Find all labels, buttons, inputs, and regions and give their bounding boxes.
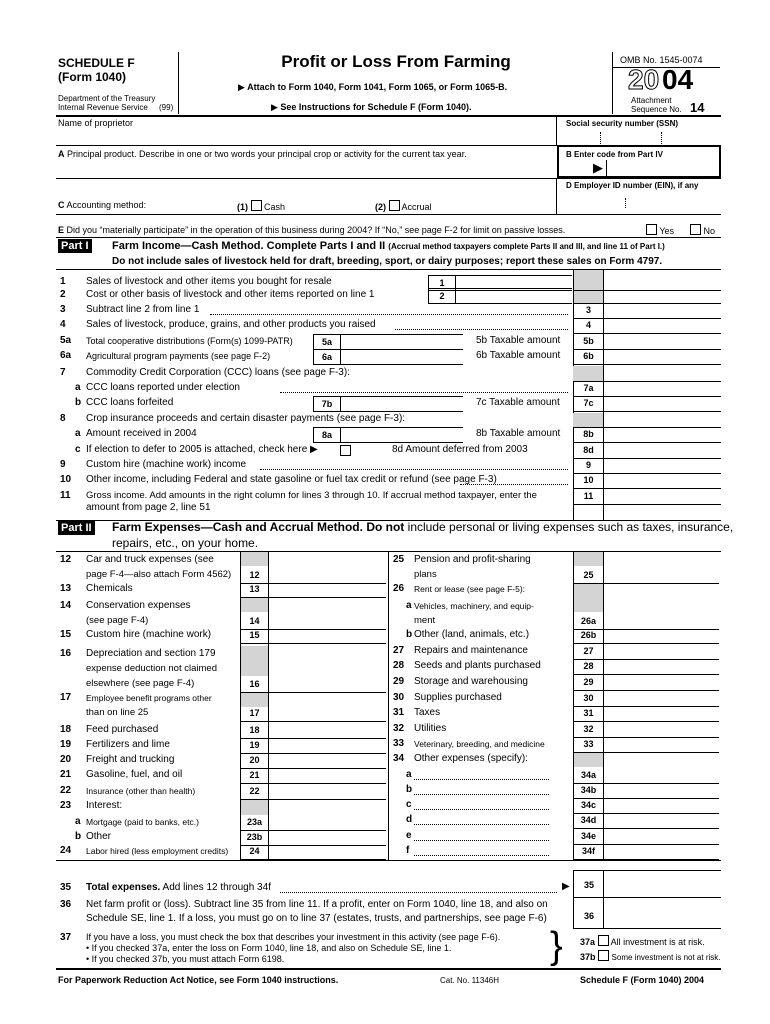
right-text: 8b Taxable amount [476, 428, 561, 439]
line-text-2: plans [414, 569, 437, 580]
part-1-title: Farm Income—Cash Method. Complete Parts I and II (Accrual method taxpayers complete Parts II and III, and line 11 of Part I.) [112, 240, 665, 252]
box-label: 29 [583, 677, 594, 687]
amount-field[interactable] [604, 628, 720, 642]
line-number: 8 [60, 413, 66, 424]
line-text: Amount received in 2004 [86, 428, 197, 439]
right-text: 8d Amount deferred from 2003 [392, 444, 528, 455]
amount-field[interactable] [604, 829, 720, 843]
line-text: Agricultural program payments (see page F-2) [86, 351, 271, 361]
amount-field[interactable] [604, 675, 720, 689]
line-text: Sales of livestock and other items you bought for resale [86, 276, 332, 287]
checkbox-icon[interactable] [690, 224, 701, 235]
line-text: CCC loans reported under election [86, 382, 240, 393]
line-text: Utilities [414, 723, 447, 734]
line-number: a [75, 382, 81, 393]
amount-field[interactable] [604, 614, 720, 628]
line-c: C Accounting method: [58, 200, 147, 210]
line-37-number: 37 [60, 932, 72, 943]
line-text: Mortgage (paid to banks, etc.) [86, 817, 199, 827]
see-instructions: ▶ See Instructions for Schedule F (Form 1040). [271, 102, 472, 112]
line-number: 9 [60, 459, 66, 470]
amount-field[interactable] [269, 784, 387, 798]
right-box-label: 3 [585, 305, 591, 315]
inner-amount-field[interactable] [341, 396, 463, 412]
line-number: f [406, 845, 410, 856]
line-number: 12 [60, 554, 72, 565]
irs: Internal Revenue Service [58, 103, 148, 112]
amount-field[interactable] [604, 644, 720, 658]
line-36-text: Net farm profit or (loss). Subtract line 35 from line 11. If a profit, enter on Form 1040, line 18, and also on [86, 899, 548, 910]
line-text: Repairs and maintenance [414, 645, 528, 656]
amount-field[interactable] [269, 723, 387, 737]
line-number: 21 [60, 769, 72, 780]
amount-field[interactable] [269, 614, 387, 628]
line-text: Chemicals [86, 583, 133, 594]
line-text: Custom hire (machine work) [86, 629, 212, 640]
line-number: 14 [60, 600, 72, 611]
inner-amount-field[interactable] [341, 427, 463, 443]
line-number: 3 [60, 304, 66, 315]
checkbox-icon[interactable] [251, 200, 262, 211]
line-number: 16 [60, 648, 72, 659]
amount-36[interactable] [604, 898, 720, 927]
line-number: 26 [393, 583, 405, 594]
checkbox-icon[interactable] [340, 445, 351, 456]
ssn-field[interactable] [600, 132, 662, 144]
right-amount-field[interactable] [604, 317, 720, 332]
right-text: 5b Taxable amount [476, 335, 561, 346]
line-number: a [406, 600, 412, 611]
inner-amount-field[interactable] [456, 288, 572, 304]
code-99: (99) [159, 103, 174, 112]
inner-box-label: 7b [313, 396, 341, 412]
specify-field[interactable] [414, 809, 549, 810]
option-37b[interactable]: 37b Some investment is not at risk. [580, 952, 721, 962]
box-label: 30 [583, 693, 594, 703]
line-text: Vehicles, machinery, and equip- [414, 601, 534, 611]
line-number: b [406, 784, 413, 795]
line-text-2: amount from page 2, line 51 [86, 502, 211, 513]
amount-field[interactable] [269, 568, 387, 582]
line-b: B Enter code from Part IV [566, 150, 663, 159]
box-label: 34b [580, 785, 597, 795]
part-2-title-line2: repairs, etc., on your home. [112, 536, 259, 550]
box-label: 20 [249, 755, 260, 765]
checkbox-icon[interactable] [598, 935, 609, 946]
amount-field[interactable] [604, 844, 720, 858]
line-35-text: Total expenses. Add lines 12 through 34f [86, 882, 271, 893]
line-text: Sales of livestock, produce, grains, and other products you raised [86, 319, 376, 330]
amount-field[interactable] [269, 768, 387, 782]
line-text: Subtract line 2 from line 1 [86, 304, 200, 315]
line-number: 25 [393, 554, 405, 565]
no-option[interactable]: No [690, 224, 715, 236]
sequence-label: Sequence No. [631, 105, 682, 114]
box-label: 34e [580, 831, 597, 841]
right-box-label: 7c [583, 398, 594, 408]
line-text: CCC loans forfeited [86, 397, 174, 408]
box-label: 21 [249, 770, 260, 780]
box-label: 25 [583, 570, 594, 580]
part-1-tag: Part I [58, 239, 92, 253]
box-label: 26b [580, 630, 597, 640]
amount-35[interactable] [604, 871, 720, 896]
line-number: a [75, 816, 81, 827]
line-text: Crop insurance proceeds and certain disaster payments (see page F-3): [86, 413, 406, 424]
line-36-text2: Schedule SE, line 1. If a loss, you must go on to line 37 (estates, trusts, and partnerships, see page F-6) [86, 913, 547, 924]
amount-field[interactable] [604, 691, 720, 705]
line-text: Cost or other basis of livestock and other items reported on line 1 [86, 289, 375, 300]
line-number: 5a [60, 335, 72, 346]
right-amount-field[interactable] [604, 488, 720, 503]
arrow-icon: ▶ [562, 881, 570, 892]
line-37-text: If you have a loss, you must check the box that describes your investment in this activity (see page F-6). [86, 932, 501, 942]
line-number: e [406, 830, 412, 841]
amount-field[interactable] [604, 659, 720, 673]
box-label: 27 [583, 646, 594, 656]
line-text: Gasoline, fuel, and oil [86, 769, 183, 780]
line-text: Total cooperative distributions (Form(s) 1099-PATR) [86, 336, 293, 346]
box-label: 16 [249, 679, 260, 689]
line-37-bullet-2: • If you checked 37b, you must attach Form 6198. [86, 954, 285, 964]
footer-form: Schedule F (Form 1040) 2004 [580, 975, 705, 985]
amount-field[interactable] [269, 815, 387, 829]
line-text: Labor hired (less employment credits) [86, 846, 229, 856]
checkbox-icon[interactable] [598, 950, 609, 961]
page-title: Profit or Loss From Farming [281, 52, 511, 71]
line-text: Supplies purchased [414, 692, 502, 703]
line-number: 11 [60, 490, 71, 501]
box-label: 34f [581, 846, 595, 856]
line-number: 4 [60, 319, 66, 330]
box-label: 31 [583, 708, 594, 718]
specify-field[interactable] [414, 824, 549, 825]
line-36-number: 36 [60, 899, 72, 910]
line-number: 2 [60, 289, 66, 300]
amount-field[interactable] [604, 798, 720, 812]
line-d: D Employer ID number (EIN), if any [566, 181, 699, 190]
line-text-2: (see page F-4) [86, 615, 149, 626]
line-e: E Did you “materially participate” in the operation of this business during 2004? If “No,” see page F-2 for limit on passive losses. [58, 225, 566, 235]
inner-amount-field[interactable] [341, 349, 463, 365]
footer-cat: Cat. No. 11346H [440, 976, 499, 985]
line-text: Storage and warehousing [414, 676, 528, 687]
line-number: 1 [60, 276, 66, 287]
proprietor-name-label: Name of proprietor [58, 118, 134, 128]
line-number: 29 [393, 676, 405, 687]
line-text-2: expense deduction not claimed [86, 663, 217, 674]
line-text: Other income, including Federal and state gasoline or fuel tax credit or refund (see page F-3) [86, 474, 497, 485]
specify-field[interactable] [414, 779, 549, 780]
line-text: Seeds and plants purchased [414, 660, 541, 671]
right-text: 6b Taxable amount [476, 350, 561, 361]
line-number: 27 [393, 645, 405, 656]
line-text-3: elsewhere (see page F-4) [86, 678, 195, 689]
right-box-label: 7a [583, 383, 594, 393]
line-text: Depreciation and section 179 [86, 648, 216, 659]
right-amount-field[interactable] [604, 426, 720, 441]
amount-field[interactable] [604, 706, 720, 720]
amount-field[interactable] [269, 706, 387, 720]
sequence-number: 14 [690, 100, 705, 115]
box-35: 35 [583, 880, 594, 890]
line-number: c [406, 799, 412, 810]
amount-field[interactable] [269, 628, 387, 642]
line-text: Commodity Credit Corporation (CCC) loans (see page F-3): [86, 367, 350, 378]
yes-option[interactable]: Yes [646, 224, 674, 236]
line-text: Fertilizers and lime [86, 739, 170, 750]
line-number: b [75, 831, 82, 842]
line-number: 20 [60, 754, 72, 765]
line-number: 17 [60, 692, 72, 703]
right-box-label: 11 [583, 491, 594, 501]
right-amount-field[interactable] [604, 380, 720, 395]
box-label: 28 [583, 661, 594, 671]
amount-field[interactable] [604, 813, 720, 827]
ssn-label: Social security number (SSN) [566, 119, 679, 128]
line-number: c [75, 444, 81, 455]
line-text: Interest: [86, 800, 123, 811]
line-text: Car and truck expenses (see [86, 554, 214, 565]
line-number: 10 [60, 474, 72, 485]
line-number: 13 [60, 583, 72, 594]
line-a: A Principal product. Describe in one or two words your principal crop or activity for the current tax year. [58, 149, 467, 159]
right-amount-field[interactable] [604, 472, 720, 487]
box-label: 33 [583, 739, 594, 749]
line-number: 33 [393, 738, 405, 749]
inner-box-label: 2 [428, 288, 456, 304]
line-text: Veterinary, breeding, and medicine [414, 739, 545, 749]
attach-instruction: ▶ Attach to Form 1040, Form 1041, Form 1065, or Form 1065-B. [238, 82, 508, 92]
right-amount-field[interactable] [604, 457, 720, 472]
part-2-title: Farm Expenses—Cash and Accrual Method. Do not include personal or living expenses such as taxes, insurance, [112, 520, 734, 534]
line-number: b [75, 397, 82, 408]
box-label: 26a [580, 616, 597, 626]
line-number: 19 [60, 739, 72, 750]
amount-field[interactable] [269, 844, 387, 858]
ein-field[interactable] [595, 198, 626, 208]
box-label: 22 [249, 786, 260, 796]
specify-field[interactable] [414, 794, 549, 795]
line-text: Insurance (other than health) [86, 786, 196, 796]
line-number: 22 [60, 785, 72, 796]
right-box-label: 8b [583, 429, 594, 439]
department: Department of the Treasury [58, 94, 156, 103]
inner-box-label: 8a [313, 427, 341, 443]
box-label: 34d [580, 815, 597, 825]
right-amount-field[interactable] [604, 333, 720, 348]
line-number: 30 [393, 692, 405, 703]
amount-field[interactable] [269, 582, 387, 596]
line-text: Employee benefit programs other [86, 693, 212, 703]
box-label: 15 [249, 630, 260, 640]
box-label: 13 [249, 584, 260, 594]
amount-field[interactable] [604, 568, 720, 582]
line-number: 7 [60, 367, 66, 378]
year-prefix: 20 [628, 64, 660, 95]
line-number: 32 [393, 723, 405, 734]
line-number: 23 [60, 800, 72, 811]
line-text: Other [86, 831, 112, 842]
line-text: Freight and trucking [86, 754, 175, 765]
box-label: 18 [249, 725, 260, 735]
line-number: 31 [393, 707, 405, 718]
line-number: 28 [393, 660, 405, 671]
right-box-label: 9 [585, 460, 591, 470]
amount-field[interactable] [269, 830, 387, 844]
line-35-number: 35 [60, 882, 72, 893]
box-label: 34a [580, 770, 597, 780]
line-text: Other (land, animals, etc.) [414, 629, 530, 640]
accrual-option[interactable]: (2) Accrual [375, 202, 432, 212]
line-number: 24 [60, 845, 72, 856]
line-number: a [75, 428, 81, 439]
box-label: 24 [249, 846, 260, 856]
right-amount-field[interactable] [604, 302, 720, 317]
right-box-label: 5b [583, 336, 594, 346]
line-37-bullet-1: • If you checked 37a, enter the loss on Form 1040, line 18, and also on Schedule SE, line 1. [86, 943, 452, 953]
specify-field[interactable] [414, 840, 549, 841]
schedule-title: SCHEDULE F [58, 56, 135, 70]
line-text: Conservation expenses [86, 600, 191, 611]
right-box-label: 8d [583, 445, 594, 455]
right-box-label: 6b [583, 351, 594, 361]
line-number: 15 [60, 629, 72, 640]
footer-notice: For Paperwork Reduction Act Notice, see Form 1040 instructions. [58, 975, 339, 985]
omb-number: OMB No. 1545-0074 [620, 55, 703, 65]
box-label: 12 [249, 570, 260, 580]
amount-field[interactable] [269, 677, 387, 691]
amount-field[interactable] [269, 738, 387, 752]
right-box-label: 10 [583, 475, 594, 485]
arrow-icon: ▶ [593, 160, 603, 175]
right-amount-field[interactable] [604, 348, 720, 363]
brace: } [550, 925, 563, 967]
right-amount-field[interactable] [604, 442, 720, 457]
amount-field[interactable] [604, 783, 720, 797]
inner-box-label: 1 [428, 275, 456, 291]
line-number: 6a [60, 350, 72, 361]
line-number: a [406, 769, 412, 780]
form-number: (Form 1040) [58, 70, 127, 84]
line-number: b [406, 629, 413, 640]
checkbox-icon[interactable] [389, 200, 400, 211]
option-37a[interactable]: 37a All investment is at risk. [580, 937, 705, 947]
box-label: 14 [249, 616, 260, 626]
line-text-2: than on line 25 [86, 707, 149, 718]
amount-field[interactable] [604, 722, 720, 736]
right-amount-field[interactable] [604, 395, 720, 410]
line-text: Custom hire (machine work) income [86, 459, 247, 470]
right-box-label: 4 [585, 320, 591, 330]
line-text: Taxes [414, 707, 441, 718]
cash-option[interactable]: (1) Cash [237, 202, 286, 212]
box-label: 19 [249, 740, 260, 750]
inner-amount-field[interactable] [341, 334, 463, 350]
box-label: 23a [246, 817, 263, 827]
part-2-tag: Part II [58, 521, 95, 535]
line-text: Pension and profit-sharing [414, 554, 531, 565]
line-number: 18 [60, 724, 72, 735]
box-label: 17 [249, 708, 260, 718]
line-text: Rent or lease (see page F-5): [414, 584, 526, 594]
inner-box-label: 5a [313, 334, 341, 350]
line-number: 34 [393, 753, 405, 764]
amount-field[interactable] [604, 737, 720, 751]
line-text: Gross income. Add amounts in the right column for lines 3 through 10. If accrual method taxpayer, enter the [86, 490, 537, 501]
part-1-subtitle: Do not include sales of livestock held for draft, breeding, sport, or dairy purposes; report these sales on Form 4797. [112, 256, 663, 267]
line-text-2: page F-4—also attach Form 4562) [86, 569, 232, 580]
line-text: Feed purchased [86, 724, 159, 735]
amount-field[interactable] [269, 753, 387, 767]
checkbox-icon[interactable] [646, 224, 657, 235]
line-text-2: ment [414, 615, 436, 626]
line-text: If election to defer to 2005 is attached, check here ▶ [86, 444, 318, 455]
inner-box-label: 6a [313, 349, 341, 365]
specify-field[interactable] [414, 855, 549, 856]
box-label: 23b [246, 832, 263, 842]
attachment-label: Attachment [631, 96, 672, 105]
line-number: d [406, 814, 413, 825]
box-label: 34c [580, 800, 597, 810]
box-label: 32 [583, 724, 594, 734]
year-suffix: 04 [662, 64, 694, 95]
box-36: 36 [583, 911, 594, 921]
line-text: Other expenses (specify): [414, 753, 528, 764]
right-text: 7c Taxable amount [476, 397, 560, 408]
amount-field[interactable] [604, 768, 720, 782]
